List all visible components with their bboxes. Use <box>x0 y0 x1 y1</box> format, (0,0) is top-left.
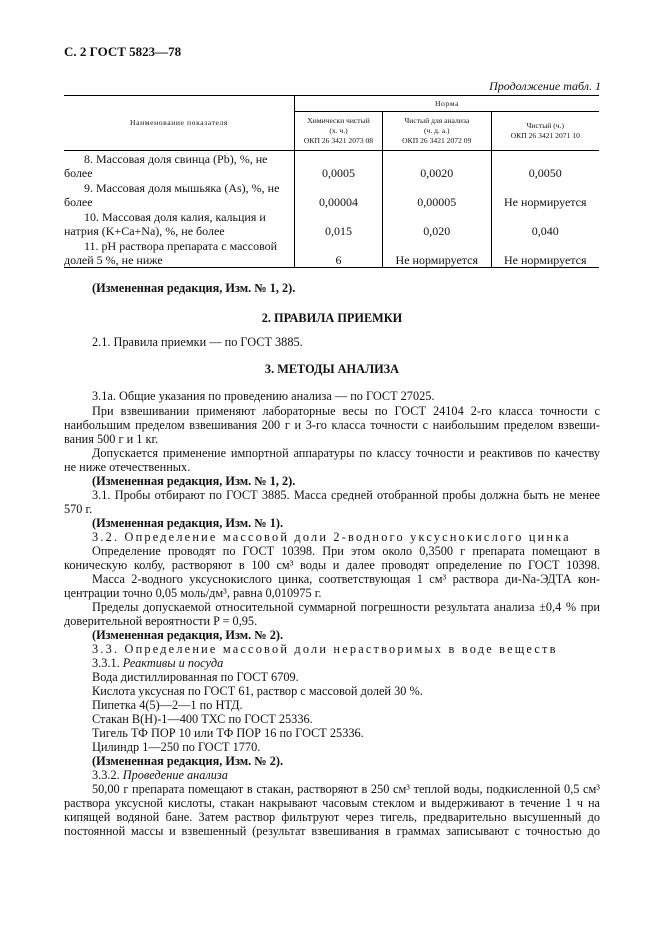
cell-value: Не нормируется <box>504 195 587 209</box>
row-name: 9. Массовая доля мышьяка (As), %, не более <box>64 180 295 209</box>
subsection-title: Проведение анализа <box>122 768 228 782</box>
list-item: Цилиндр 1—250 по ГОСТ 1770. <box>92 740 261 754</box>
amendment-note: (Измененная редакция, Изм. № 1). <box>92 516 284 530</box>
cell-value: 0,00004 <box>295 180 383 209</box>
list-item: Вода дистиллированная по ГОСТ 6709. <box>92 670 299 684</box>
cell-value: 6 <box>295 238 383 268</box>
cell-value: 0,0050 <box>528 166 562 180</box>
cell-value: Не нормируется <box>383 238 492 268</box>
table-continuation-label: Продолжение табл. 1 <box>489 79 601 93</box>
page-header: С. 2 ГОСТ 5823—78 <box>64 44 182 59</box>
column-header-grade-2: Чистый для анализа (ч. д. а.) ОКП 26 3421 2072 09 <box>383 112 492 151</box>
subsection-heading: 3.2. Определение массовой доли 2-водного уксуснокислого цинка <box>92 530 571 544</box>
paragraph-line: 3.1. Пробы отбирают по ГОСТ 3885. Масса средней отобранной пробы должна быть не менее <box>92 488 600 502</box>
list-item: Тигель ТФ ПОР 10 или ТФ ПОР 16 по ГОСТ 25336. <box>92 726 364 740</box>
table-row <box>64 151 599 181</box>
paragraph-line: доверительной вероятности P = 0,95. <box>64 614 258 628</box>
cell-value: Не нормируется <box>491 238 599 268</box>
table-row <box>64 238 599 268</box>
amendment-note: (Измененная редакция, Изм. № 1, 2). <box>92 281 296 295</box>
column-header-grade-3: Чистый (ч.) ОКП 26 3421 2071 10 <box>491 112 599 151</box>
norm-table <box>64 95 599 268</box>
paragraph-line: Определение проводят по ГОСТ 10398. При этом около 0,3500 г препарата помещают в <box>92 544 600 558</box>
cell-value: 0,0005 <box>295 151 383 181</box>
paragraph-line: Пределы допускаемой относительной суммарной погрешности результата анализа ±0,4 % при <box>92 600 600 614</box>
column-header-grade-1: Химически чистый (х. ч.) ОКП 26 3421 2073 08 <box>295 112 383 151</box>
paragraph-line: наибольшим пределом взвешивания 200 г и 3-го класса точности с наибольшим пределом взвеши- <box>64 418 600 432</box>
section-heading-methods: 3. МЕТОДЫ АНАЛИЗА <box>264 362 400 376</box>
amendment-note: (Измененная редакция, Изм. № 1, 2). <box>92 474 296 488</box>
paragraph-line: Масса 2-водного уксуснокислого цинка, соответствующая 1 см³ раствора ди-Na-ЭДТА кон- <box>92 572 600 586</box>
paragraph-line: центрации точно 0,05 моль/дм³, равна 0,010975 г. <box>64 586 322 600</box>
amendment-note: (Измененная редакция, Изм. № 2). <box>92 754 284 768</box>
paragraph-line: не ниже отечественных. <box>64 460 191 474</box>
cell-value: 0,020 <box>383 209 492 238</box>
row-name: 11. pH раствора препарата с массовой долей 5 %, не ниже <box>64 238 295 268</box>
column-header-name: Наименование показателя <box>64 96 295 151</box>
subsection-number: 3.3.2. Проведение анализа <box>92 768 228 782</box>
subsection-number: 3.3.1. Реактивы и посуда <box>92 656 224 670</box>
paragraph-line: постоянной массы и взвешенный (результат взвешивания в граммах записывают с точностью до <box>64 824 600 838</box>
paragraph-line: 570 г. <box>64 502 93 516</box>
table-row <box>64 180 599 209</box>
paragraph-line: 2.1. Правила приемки — по ГОСТ 3885. <box>92 335 303 349</box>
cell-value: 0,015 <box>295 209 383 238</box>
section-heading-acceptance: 2. ПРАВИЛА ПРИЕМКИ <box>261 311 403 325</box>
list-item: Кислота уксусная по ГОСТ 61, раствор с массовой долей 30 %. <box>92 684 423 698</box>
paragraph-line: 50,00 г препарата помещают в стакан, растворяют в 250 см³ теплой воды, подкисленной 0,5 см³ <box>92 782 600 796</box>
list-item: Стакан В(Н)-1—400 ТХС по ГОСТ 25336. <box>92 712 313 726</box>
cell-value: 0,0020 <box>383 151 492 181</box>
row-name: 10. Массовая доля калия, кальция и натрия (K+Ca+Na), %, не более <box>64 209 295 238</box>
subsection-heading: 3.3. Определение массовой доли нерастворимых в воде веществ <box>92 642 558 656</box>
cell-value: 0,040 <box>531 224 559 238</box>
list-item: Пипетка 4(5)—2—1 по НТД. <box>92 698 243 712</box>
column-header-norm: Норма <box>295 96 600 112</box>
paragraph-line: вания 500 г и 1 кг. <box>64 432 159 446</box>
paragraph-line: 3.1а. Общие указания по проведению анализа — по ГОСТ 27025. <box>92 389 435 403</box>
paragraph-line: раствора уксусной кислоты, стакан накрывают часовым стеклом и выдерживают в течение 1 ч на <box>64 796 600 810</box>
paragraph-line: При взвешивании применяют лабораторные весы по ГОСТ 24104 2-го класса точности с <box>92 404 600 418</box>
paragraph-line: кипящей водяной бане. Затем раствор фильтруют через тигель, предварительно высушенный до <box>64 810 600 824</box>
subsection-title: Реактивы и посуда <box>122 656 224 670</box>
cell-value: 0,00005 <box>383 180 492 209</box>
table-row <box>64 209 599 238</box>
amendment-note: (Измененная редакция, Изм. № 2). <box>92 628 284 642</box>
paragraph-line: Допускается применение импортной аппаратуры по классу точности и реактивов по качеству <box>92 446 600 460</box>
row-name: 8. Массовая доля свинца (Pb), %, не более <box>64 151 295 181</box>
paragraph-line: коническую колбу, растворяют в 100 см³ воды и далее проводят определение по ГОСТ 10398. <box>64 558 600 572</box>
